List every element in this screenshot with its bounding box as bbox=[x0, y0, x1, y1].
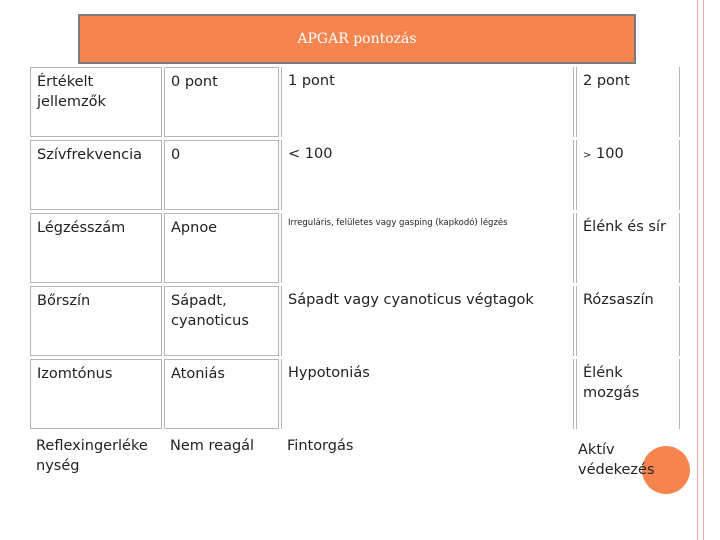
right-divider-line-1 bbox=[697, 0, 698, 540]
slide-title bbox=[78, 14, 636, 64]
row-label: Légzésszám bbox=[30, 213, 162, 283]
row-1-point: Irreguláris, felületes vagy gasping (kapkodó) légzés bbox=[281, 213, 574, 283]
row-0-point: Apnoe bbox=[164, 213, 279, 283]
table-header-row bbox=[30, 67, 680, 137]
table-row bbox=[30, 140, 680, 210]
row-2-point: Élénk és sír bbox=[576, 213, 680, 283]
row-2-point: Élénk mozgás bbox=[576, 359, 680, 429]
row-label: Reflexingerlékenység bbox=[30, 432, 162, 502]
table-row bbox=[30, 286, 680, 356]
greater-than-symbol: > bbox=[583, 150, 592, 161]
row-1-point: < 100 bbox=[281, 140, 574, 210]
table-row bbox=[30, 359, 680, 429]
row-label: Bőrszín bbox=[30, 286, 162, 356]
slide-title-text: APGAR pontozás bbox=[297, 31, 417, 47]
row-0-point: Sápadt, cyanoticus bbox=[164, 286, 279, 356]
row-0-point: Nem reagál bbox=[164, 432, 279, 502]
row-2-point-value: 100 bbox=[596, 146, 624, 162]
header-2-point: 2 pont bbox=[576, 67, 680, 137]
row-2-point: Rózsaszín bbox=[576, 286, 680, 356]
table-row bbox=[30, 213, 680, 283]
right-divider-line-2 bbox=[703, 0, 704, 540]
header-1-point: 1 pont bbox=[281, 67, 574, 137]
row-label: Izomtónus bbox=[30, 359, 162, 429]
row-1-point: Sápadt vagy cyanoticus végtagok bbox=[281, 286, 574, 356]
row-1-point: Hypotoniás bbox=[281, 359, 574, 429]
row-0-point: 0 bbox=[164, 140, 279, 210]
row-2-point bbox=[576, 140, 680, 210]
row-label: Szívfrekvencia bbox=[30, 140, 162, 210]
header-criteria: Értékelt jellemzők bbox=[30, 67, 162, 137]
row-1-point: Fintorgás bbox=[281, 432, 574, 502]
header-0-point: 0 pont bbox=[164, 67, 279, 137]
row-2-point: Aktív védekezés bbox=[578, 442, 655, 478]
row-0-point: Atoniás bbox=[164, 359, 279, 429]
